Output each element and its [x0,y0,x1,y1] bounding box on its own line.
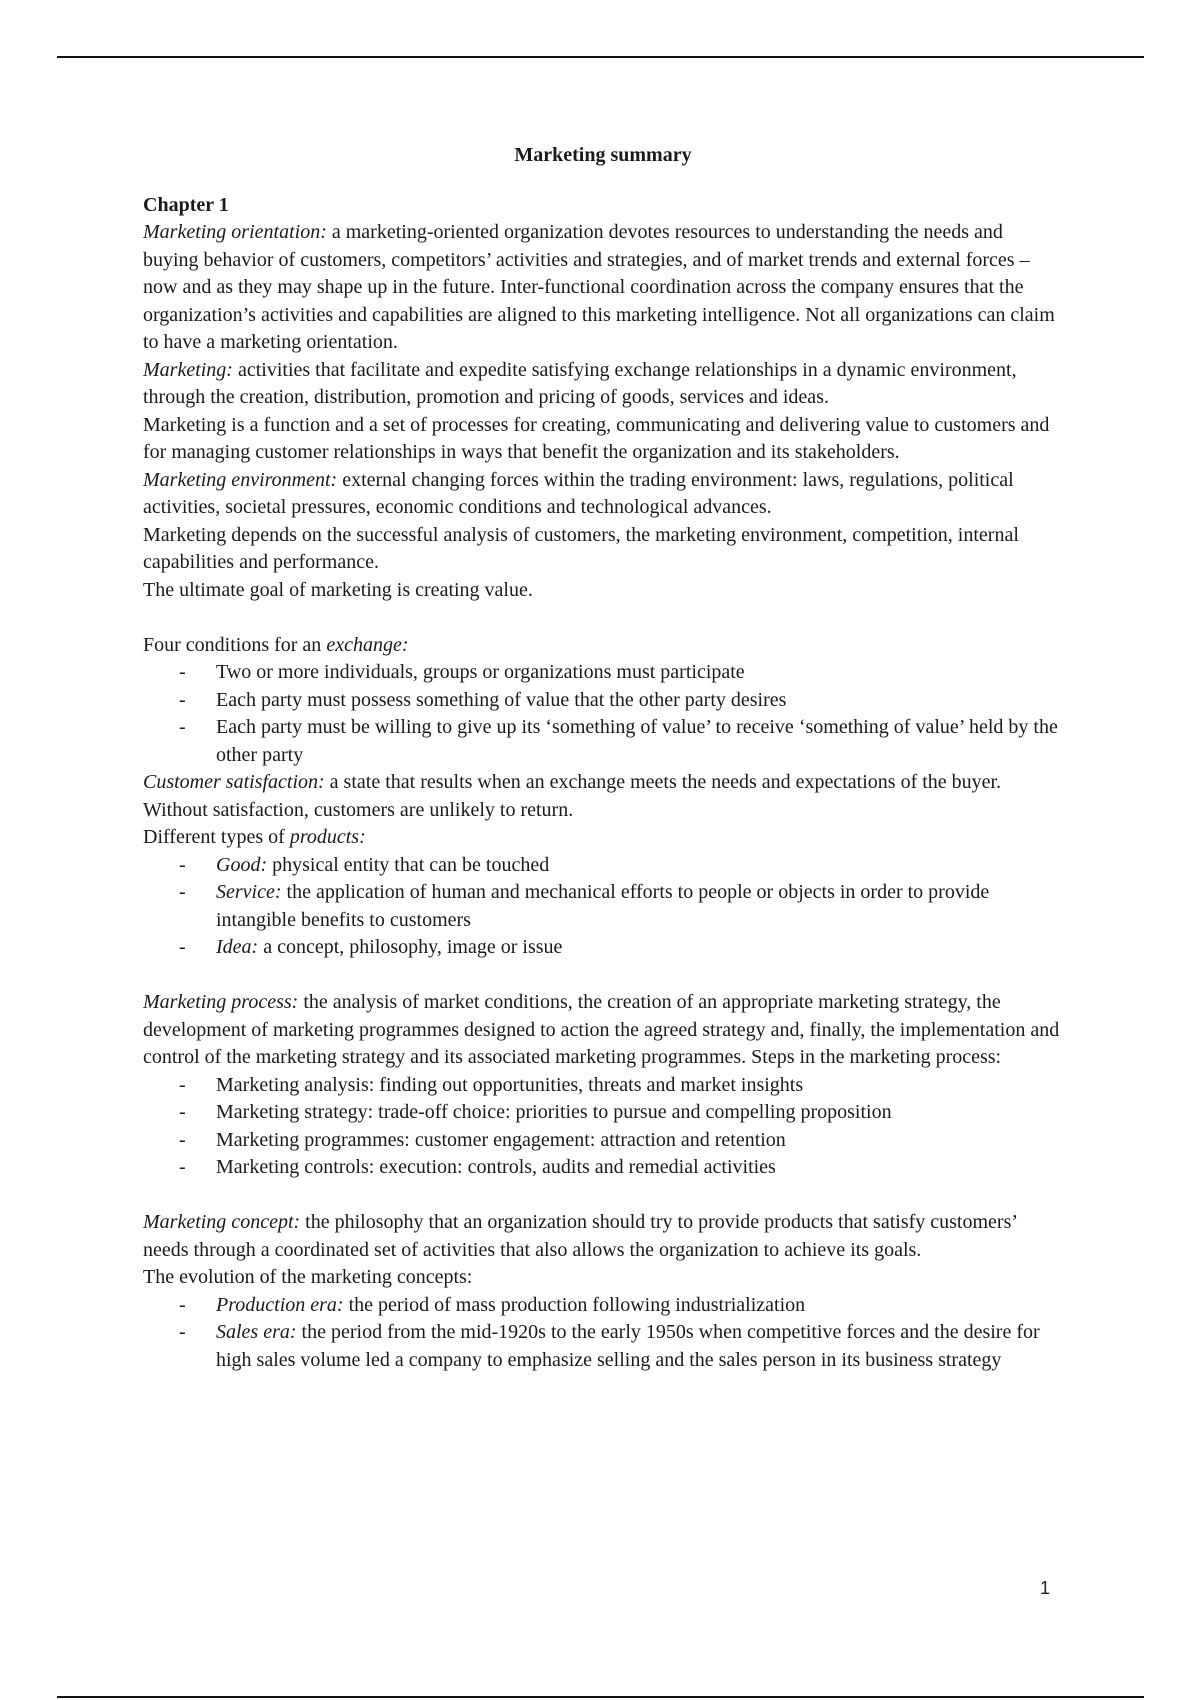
product-type-term: Idea: [216,936,259,958]
header-rule [57,56,1144,58]
products-term: products: [289,826,366,848]
marketing-function-paragraph: Marketing is a function and a set of processes for creating, communicating and delivering value to customers and for managing customer relationships in ways that benefit the organization and its stakeholders. [143,413,1050,463]
marketing-text: activities that facilitate and expedite satisfying exchange relationships in a dynamic environment, through the creation, distribution, promotion and pricing of goods, services and ideas. [143,358,1017,408]
exchange-intro-prefix: Four conditions for an [143,633,327,656]
footer-rule [57,1696,1144,1698]
product-type-text: the application of human and mechanical efforts to people or objects in order to provide intangible benefits to customers [216,881,990,931]
products-intro [143,824,1063,852]
era-term: Production era: [216,1293,344,1316]
list-item: - Marketing strategy: trade-off choice: priorities to pursue and compelling proposition [216,1099,1063,1127]
marketing-concept-paragraph [143,1209,1063,1264]
spacer [143,1182,1063,1210]
page-content [143,142,1063,1374]
product-type-term: Good: [216,853,268,876]
list-item: - Each party must be willing to give up its ‘something of value’ to receive ‘something of value’ held by the other party [216,714,1063,769]
spacer [143,962,1063,990]
spacer [143,604,1063,632]
product-types-list [143,852,1063,962]
list-item: - Two or more individuals, groups or organizations must participate [216,659,1063,687]
list-item: - Marketing analysis: finding out opportunities, threats and market insights [216,1072,1063,1100]
list-item: - Marketing programmes: customer engagement: attraction and retention [216,1127,1063,1155]
list-item [216,879,1063,934]
marketing-environment-term: Marketing environment: [143,468,338,491]
process-steps-list [143,1072,1063,1182]
document-title: Marketing summary [514,144,692,166]
marketing-process-text: the analysis of market conditions, the creation of an appropriate marketing strategy, the development of marketing programmes designed to action the agreed strategy and, finally, the implementation and control of the marketing strategy and its associated marketing programmes. Steps in the marketing process: [143,991,1060,1068]
marketing-goal-paragraph: The ultimate goal of marketing is creating value. [143,578,533,601]
chapter-heading: Chapter 1 [143,193,229,216]
product-type-text: a concept, philosophy, image or issue [258,936,563,958]
exchange-term: exchange: [326,633,409,656]
marketing-term: Marketing: [143,358,233,381]
era-text: the period of mass production following industrialization [343,1293,806,1316]
marketing-orientation-paragraph [143,219,1063,357]
marketing-orientation-text: a marketing-oriented organization devotes resources to understanding the needs and buying behavior of customers, competitors’ activities and strategies, and of market trends and external forces – now and as they may shape up in the future. Inter-functional coordination across the company ensures that the organization’s activities and capabilities are aligned to this marketing intelligence. Not all organizations can claim to have a marketing orientation. [143,221,1055,353]
customer-satisfaction-paragraph [143,769,1063,824]
marketing-depends-paragraph: Marketing depends on the successful analysis of customers, the marketing environment, competition, internal capabilities and performance. [143,523,1019,573]
products-intro-prefix: Different types of [143,826,290,848]
customer-satisfaction-text: a state that results when an exchange meets the needs and expectations of the buyer. Without satisfaction, customers are unlikely to return. [143,771,1002,821]
list-item: - Each party must possess something of value that the other party desires [216,687,1063,715]
marketing-definition-paragraph [143,357,1063,412]
exchange-conditions-list [143,659,1063,769]
list-item [216,934,1063,962]
evolution-list [143,1292,1063,1375]
product-type-term: Service: [216,881,282,903]
product-type-text: physical entity that can be touched [267,853,550,876]
page-number: 1 [1040,1578,1051,1598]
exchange-intro [143,632,1063,660]
marketing-environment-text: external changing forces within the trading environment: laws, regulations, political activities, societal pressures, economic conditions and technological advances. [143,468,1014,518]
marketing-process-term: Marketing process: [143,991,299,1013]
marketing-process-paragraph [143,989,1063,1072]
marketing-environment-paragraph [143,467,1063,522]
era-term: Sales era: [216,1321,297,1343]
list-item [216,1319,1063,1374]
list-item [216,1292,1063,1320]
list-item: - Marketing controls: execution: controls, audits and remedial activities [216,1154,1063,1182]
list-item [216,852,1063,880]
era-text: the period from the mid-1920s to the early 1950s when competitive forces and the desire for high sales volume led a company to emphasize selling and the sales person in its business strategy [216,1321,1040,1371]
customer-satisfaction-term: Customer satisfaction: [143,771,325,793]
marketing-concept-term: Marketing concept: [143,1211,301,1233]
evolution-intro: The evolution of the marketing concepts: [143,1266,473,1288]
marketing-orientation-term: Marketing orientation: [143,221,327,243]
marketing-concept-text: the philosophy that an organization should try to provide products that satisfy customers’ needs through a coordinated set of activities that also allows the organization to achieve its goals. [143,1211,1017,1261]
